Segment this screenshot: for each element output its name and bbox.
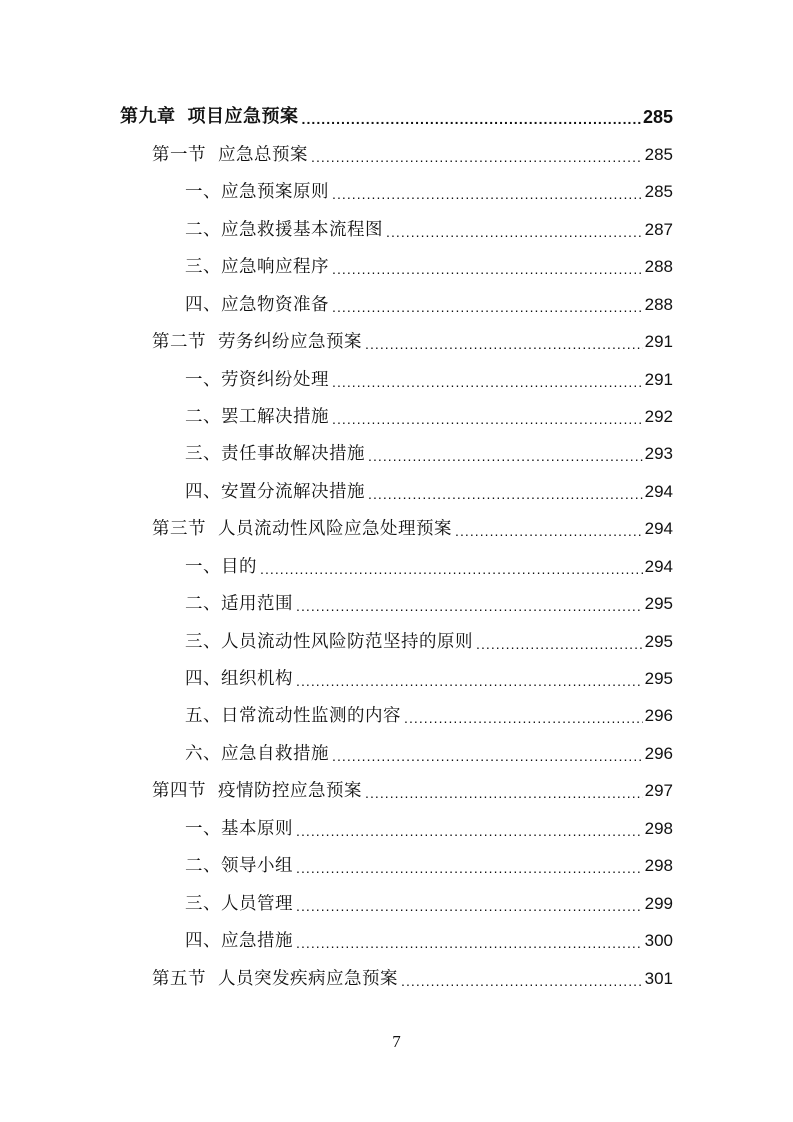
toc-entry-number: 第一节 — [152, 144, 206, 165]
toc-entry-title: 人员流动性风险防范坚持的原则 — [221, 631, 473, 652]
toc-entry-label — [185, 294, 329, 316]
toc-entry-label — [185, 481, 365, 503]
toc-entry-title: 劳资纠纷处理 — [221, 369, 329, 390]
toc-entry-page: 294 — [644, 519, 673, 539]
toc-entry-label — [185, 556, 257, 578]
toc-entry-title: 安置分流解决措施 — [221, 481, 365, 502]
toc-entry-number: 四、 — [185, 931, 221, 952]
toc-entry-number: 一、 — [185, 556, 221, 577]
toc-entry-subsection[interactable] — [0, 173, 793, 210]
toc-entry-section[interactable] — [0, 772, 793, 809]
toc-entry-title: 人员管理 — [221, 893, 293, 914]
toc-entry-number: 四、 — [185, 294, 221, 315]
toc-entry-section[interactable] — [0, 135, 793, 172]
toc-entry-label — [185, 181, 329, 203]
toc-entry-label — [185, 855, 293, 877]
toc-entry-page: 291 — [644, 332, 673, 352]
toc-entry-label — [185, 256, 329, 278]
toc-entry-label — [152, 518, 452, 540]
toc-entry-label — [152, 968, 398, 990]
toc-entry-title: 应急响应程序 — [221, 257, 329, 278]
toc-entry-page: 295 — [644, 594, 673, 614]
toc-entry-page: 292 — [644, 406, 673, 426]
toc-entry-subsection[interactable] — [0, 210, 793, 247]
toc-entry-title: 人员突发疾病应急预案 — [218, 968, 398, 989]
toc-dot-leader — [332, 300, 643, 316]
toc-entry-subsection[interactable] — [0, 847, 793, 884]
toc-entry-subsection[interactable] — [0, 622, 793, 659]
toc-dot-leader — [302, 112, 641, 128]
toc-entry-title: 应急措施 — [221, 931, 293, 952]
toc-dot-leader — [368, 449, 643, 465]
toc-entry-number: 二、 — [185, 219, 221, 240]
toc-entry-subsection[interactable] — [0, 547, 793, 584]
toc-entry-page: 288 — [644, 257, 673, 277]
toc-entry-title: 领导小组 — [221, 856, 293, 877]
toc-entry-label — [185, 406, 329, 428]
toc-dot-leader — [476, 637, 643, 653]
toc-entry-subsection[interactable] — [0, 398, 793, 435]
toc-entry-number: 第四节 — [152, 781, 206, 802]
toc-entry-page: 296 — [644, 706, 673, 726]
toc-entry-subsection[interactable] — [0, 697, 793, 734]
toc-entry-page: 298 — [644, 856, 673, 876]
toc-entry-page: 285 — [642, 107, 673, 128]
toc-entry-number: 六、 — [185, 743, 221, 764]
toc-entry-number: 一、 — [185, 369, 221, 390]
toc-entry-title: 项目应急预案 — [187, 106, 299, 128]
toc-entry-label — [185, 930, 293, 952]
toc-entry-label — [185, 893, 293, 915]
toc-entry-subsection[interactable] — [0, 922, 793, 959]
toc-entry-page: 295 — [644, 631, 673, 651]
toc-entry-title: 适用范围 — [221, 594, 293, 615]
toc-entry-page: 285 — [644, 182, 673, 202]
toc-entry-number: 一、 — [185, 182, 221, 203]
toc-entry-page: 301 — [644, 968, 673, 988]
toc-entry-page: 294 — [644, 481, 673, 501]
toc-entry-number: 三、 — [185, 257, 221, 278]
toc-entry-section[interactable] — [0, 959, 793, 996]
toc-entry-label — [185, 219, 383, 241]
toc-entry-subsection[interactable] — [0, 809, 793, 846]
toc-dot-leader — [296, 599, 643, 615]
toc-dot-leader — [332, 375, 643, 391]
toc-entry-subsection[interactable] — [0, 285, 793, 322]
toc-dot-leader — [311, 150, 643, 166]
toc-entry-title: 基本原则 — [221, 818, 293, 839]
toc-entry-number: 第三节 — [152, 519, 206, 540]
toc-dot-leader — [260, 562, 643, 578]
page-number: 7 — [392, 1032, 401, 1051]
toc-entry-number: 四、 — [185, 669, 221, 689]
toc-entry-subsection[interactable] — [0, 734, 793, 771]
toc-entry-label — [152, 144, 308, 166]
toc-entry-subsection[interactable] — [0, 248, 793, 285]
toc-entry-page: 287 — [644, 219, 673, 239]
toc-dot-leader — [296, 899, 643, 915]
toc-dot-leader — [332, 412, 643, 428]
toc-entry-page: 293 — [644, 444, 673, 464]
toc-dot-leader — [404, 711, 643, 727]
toc-entry-number: 三、 — [185, 444, 221, 465]
toc-dot-leader — [296, 824, 643, 840]
toc-entry-title: 责任事故解决措施 — [221, 444, 365, 465]
toc-dot-leader — [296, 674, 643, 690]
toc-entry-page: 298 — [644, 818, 673, 838]
toc-dot-leader — [296, 861, 643, 877]
toc-entry-label — [185, 369, 329, 391]
toc-dot-leader — [401, 974, 643, 990]
toc-entry-label — [185, 705, 401, 727]
toc-dot-leader — [365, 337, 643, 353]
toc-dot-leader — [296, 936, 643, 952]
toc-entry-section[interactable] — [0, 323, 793, 360]
toc-entry-label — [185, 631, 473, 653]
toc-entry-title: 应急总预案 — [218, 144, 308, 165]
toc-dot-leader — [365, 786, 643, 802]
toc-entry-label — [152, 331, 362, 353]
toc-entry-chapter-9[interactable] — [0, 98, 793, 135]
toc-entry-page: 294 — [644, 556, 673, 576]
toc-entry-label — [185, 668, 293, 690]
toc-entry-number: 二、 — [185, 856, 221, 877]
toc-entry-label — [185, 743, 329, 765]
toc-entry-number: 第九章 — [120, 106, 176, 128]
toc-entry-subsection[interactable] — [0, 585, 793, 622]
toc-entry-subsection[interactable] — [0, 472, 793, 509]
toc-dot-leader — [332, 262, 643, 278]
toc-entry-title: 劳务纠纷应急预案 — [218, 332, 362, 353]
table-of-contents — [0, 98, 793, 997]
toc-entry-title: 疫情防控应急预案 — [218, 781, 362, 802]
toc-entry-page: 295 — [644, 669, 673, 688]
toc-dot-leader — [332, 749, 643, 765]
toc-entry-page: 291 — [644, 369, 673, 389]
toc-entry-title: 人员流动性风险应急处理预案 — [218, 519, 452, 540]
toc-entry-number: 第二节 — [152, 332, 206, 353]
toc-entry-page: 288 — [644, 294, 673, 314]
toc-entry-number: 三、 — [185, 893, 221, 914]
toc-entry-label — [152, 780, 362, 802]
toc-entry-page: 299 — [644, 893, 673, 913]
toc-entry-number: 四、 — [185, 481, 221, 502]
toc-entry-subsection[interactable] — [0, 660, 793, 697]
toc-entry-number: 五、 — [185, 706, 221, 727]
toc-entry-number: 第五节 — [152, 968, 206, 989]
toc-entry-title: 日常流动性监测的内容 — [221, 706, 401, 727]
toc-entry-page: 296 — [644, 743, 673, 763]
toc-entry-page: 300 — [644, 931, 673, 951]
toc-entry-number: 二、 — [185, 594, 221, 615]
toc-entry-title: 组织机构 — [221, 669, 293, 689]
toc-entry-title: 目的 — [221, 556, 257, 577]
toc-entry-label — [185, 818, 293, 840]
toc-dot-leader — [332, 187, 643, 203]
toc-entry-number: 二、 — [185, 406, 221, 427]
toc-entry-title: 应急物资准备 — [221, 294, 329, 315]
toc-entry-subsection[interactable] — [0, 435, 793, 472]
toc-entry-title: 罢工解决措施 — [221, 406, 329, 427]
toc-dot-leader — [386, 225, 643, 241]
toc-entry-title: 应急自救措施 — [221, 743, 329, 764]
toc-dot-leader — [455, 524, 643, 540]
toc-entry-label — [120, 106, 299, 128]
toc-entry-number: 一、 — [185, 818, 221, 839]
toc-dot-leader — [368, 487, 643, 503]
toc-entry-title: 应急预案原则 — [221, 182, 329, 203]
toc-entry-label — [185, 593, 293, 615]
toc-entry-section[interactable] — [0, 510, 793, 547]
toc-entry-subsection[interactable] — [0, 884, 793, 921]
toc-entry-title: 应急救援基本流程图 — [221, 219, 383, 240]
toc-entry-label — [185, 443, 365, 465]
toc-entry-page: 285 — [644, 144, 673, 164]
toc-entry-page: 297 — [644, 781, 673, 801]
toc-entry-number: 三、 — [185, 631, 221, 652]
toc-entry-subsection[interactable] — [0, 360, 793, 397]
